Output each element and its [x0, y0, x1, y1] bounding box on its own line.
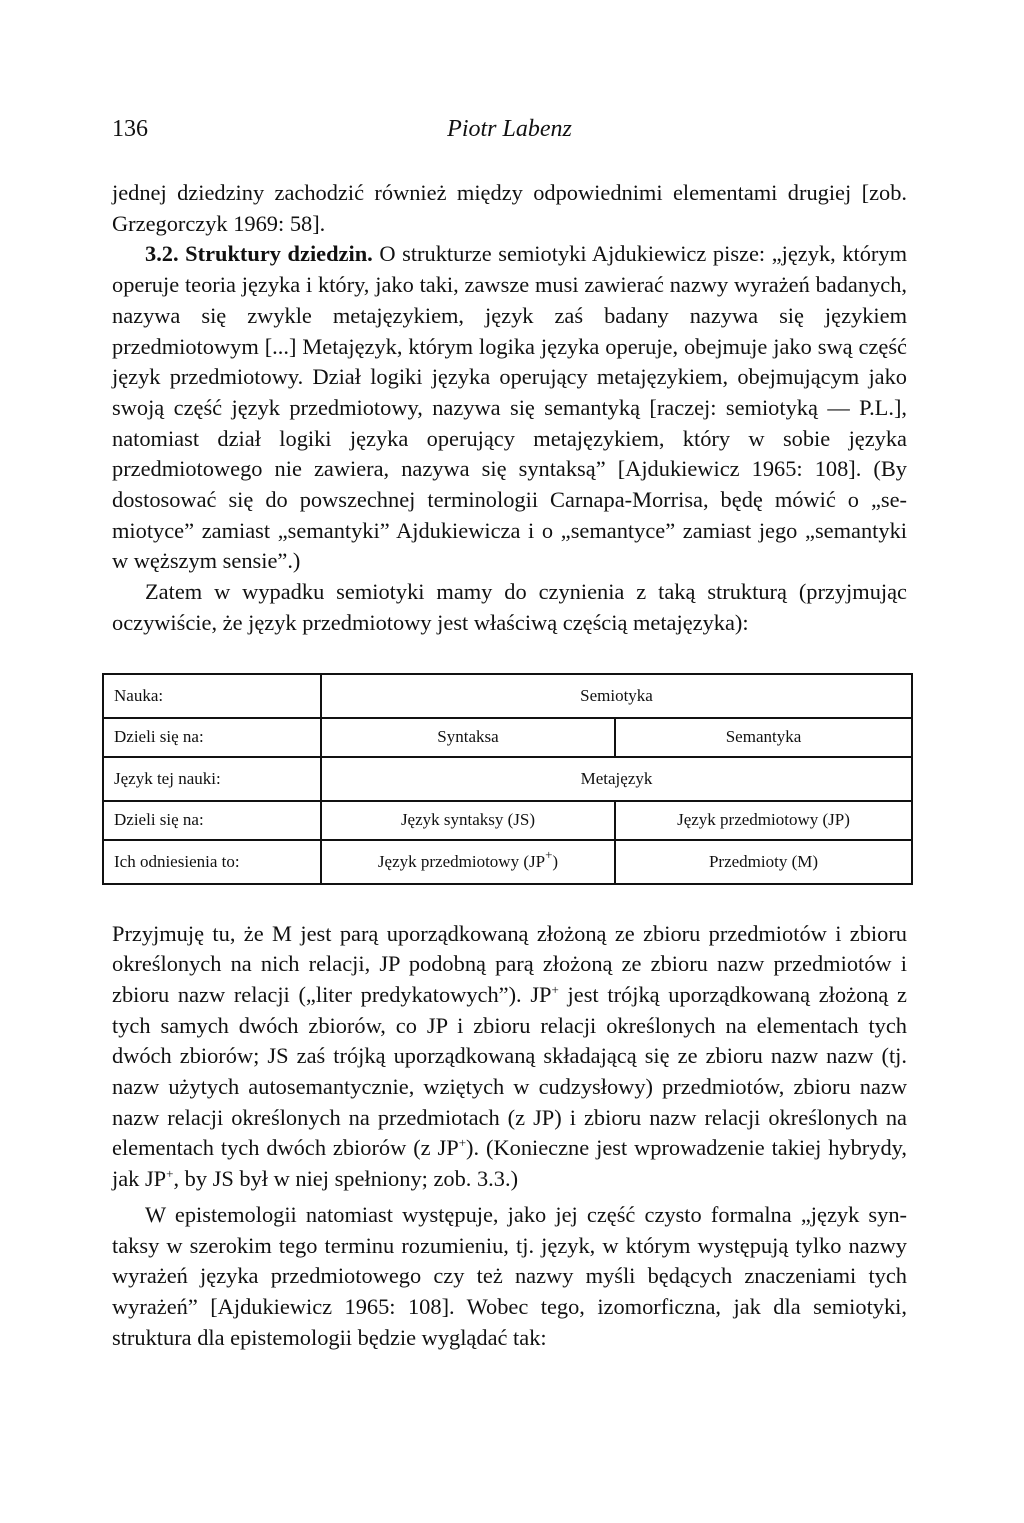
superscript: +	[166, 1166, 174, 1182]
table-cell: Język przedmiotowy (JP)	[615, 801, 912, 840]
paragraph-epistemology: W epistemologii natomiast występuje, jako jej część czysto formalna „język syntaksy w szerokim tego terminu rozumieniu, tj. język, w którym występują tylko nazwy wyrażeń języka przedmiotowego czy też nazwy myśli będących znaczeniami tych wyrażeń” [Ajdukiewicz 1965: 108]. Wobec tego, izomorficzna, jak dla semiotyki, struktura dla epistemologii będzie wyglądać tak:	[112, 1201, 907, 1350]
table-row	[103, 718, 912, 757]
table-cell: Semantyka	[615, 718, 912, 757]
cell-text-end: )	[552, 851, 559, 871]
paragraph-text: ). (Konieczne jest wprowadzenie takiej hybrydy, jak JP	[112, 1135, 907, 1192]
table-row	[103, 757, 912, 801]
paragraph-intro-table: Zatem w wypadku semiotyki mamy do czynienia z taką strukturą (przyjmując oczywiście, że język przedmiotowy jest właściwą częścią metajęzyka):	[112, 579, 907, 635]
paragraph-definitions	[112, 919, 907, 1195]
table-row-label: Dzieli się na:	[103, 801, 321, 840]
paragraph-text: Przyjmuję tu, że M jest parą uporządkowaną złożoną ze zbioru przedmiotów i zbioru określonych na nich relacji, JP podobną parą złożoną ze zbioru nazw przedmiotów i zbioru nazw relacji („liter predykatowych”). JP	[112, 920, 907, 1007]
page-number: 136	[112, 116, 148, 142]
table-row-label: Język tej nauki:	[103, 757, 321, 801]
table-row-label: Dzieli się na:	[103, 718, 321, 757]
paragraph-continuation: jednej dziedziny zachodzić również między odpowiednimi elementami drugiej [zob. Grzegorczyk 1969: 58].	[112, 180, 907, 236]
superscript: +	[551, 981, 559, 997]
paragraph-text: , by JS był w niej spełniony; zob. 3.3.)	[173, 1166, 519, 1192]
paragraph-section-3-2	[112, 239, 907, 577]
table-row	[103, 840, 912, 884]
table-row-label: Nauka:	[103, 674, 321, 718]
running-title: Piotr Labenz	[447, 116, 572, 142]
page	[112, 108, 907, 1353]
table-cell: Semiotyka	[321, 674, 912, 718]
table-cell: Metajęzyk	[321, 757, 912, 801]
table-cell: Język syntaksy (JS)	[321, 801, 615, 840]
structure-table	[102, 673, 913, 885]
paragraph-text: O strukturze semiotyki Ajdukiewicz pisze: „język, którym operuje teoria języka i który, jako taki, zawsze musi zawierać nazwy wyrażeń badanych, nazywa się zwykle metajęzykiem, język zaś badany nazywa się językiem przedmiotowym [...] Metajęzyk, którym logika języka operuje, obejmuje jako swą część język przedmiotowy. Dział logiki języka operujący metajęzykiem, obejmującym jako swoją część język przedmiotowy, nazywa się semantyką [raczej: semiotyką — P.L.], natomiast dział logiki języka operujący metajęzykiem, który w sobie języka przedmiotowego nie zawiera, nazywa się syntaksą” [Ajdukiewicz 1965: 108]. (By dostosować się do powszechnej terminologii Carnapa-Morrisa, będę mówić o „semiotyce” zamiast „semantyki” Ajdukiewicza i o „semantyce” zamiast jego „semantyki w węższym sensie”.)	[112, 241, 908, 574]
paragraph-text: jest trójką uporządkowaną złożoną z tych samych dwóch zbiorów, co JP i zbioru relacji określonych na elementach tych dwóch zbiorów; JS zaś trójką uporządkowaną składającą się ze zbioru nazw nazw (tj. nazw użytych autosemantycznie, wziętych w cudzysłowy) przedmiotów, zbioru nazw nazw relacji określonych na przedmiotach (z JP) i zbioru nazw relacji określonych na elementach tych dwóch zbiorów (z JP	[112, 981, 907, 1161]
table-row	[103, 674, 912, 718]
table-row-label: Ich odniesienia to:	[103, 840, 321, 884]
section-heading: 3.2. Struktury dziedzin.	[145, 241, 373, 267]
superscript: +	[458, 1135, 467, 1151]
running-head	[112, 108, 907, 148]
table-row	[103, 801, 912, 840]
table-cell: Przedmioty (M)	[615, 840, 912, 884]
table-cell	[321, 840, 615, 884]
superscript: +	[545, 846, 553, 862]
cell-text: Język przedmiotowy (JP	[377, 851, 546, 871]
table-cell: Syntaksa	[321, 718, 615, 757]
